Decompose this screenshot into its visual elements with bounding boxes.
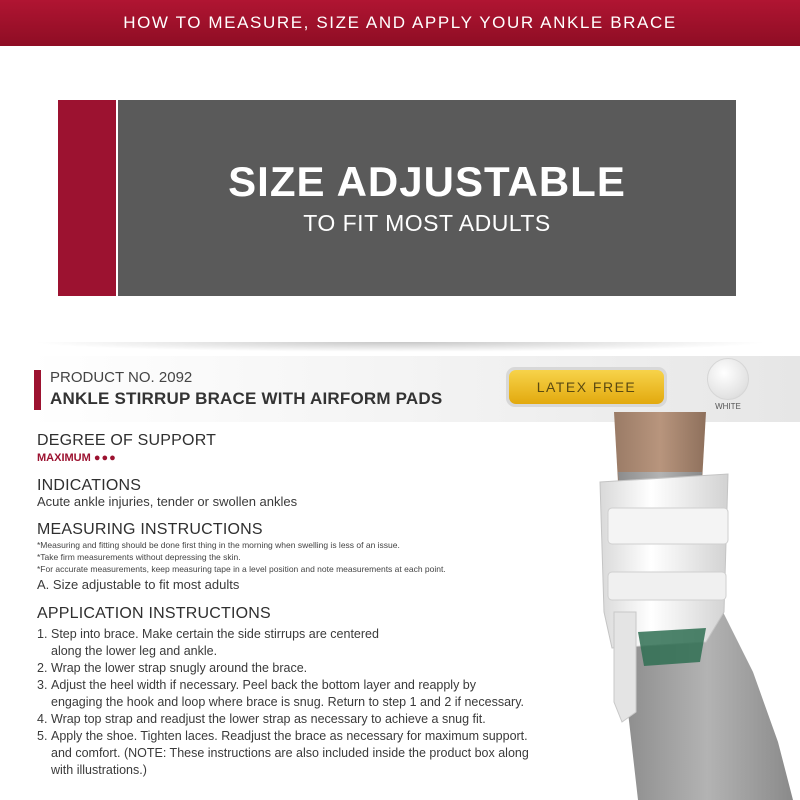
- support-dots: ●●●: [93, 452, 117, 464]
- support-level-text: MAXIMUM: [37, 452, 91, 464]
- color-label: WHITE: [715, 402, 741, 411]
- step-item: [37, 728, 597, 779]
- brace-lower-strap: [608, 572, 726, 600]
- hero-accent-bar: [58, 100, 116, 296]
- hero-panel: [118, 100, 736, 296]
- top-banner: [0, 0, 800, 46]
- step-item: [37, 711, 597, 728]
- color-swatch-white: [707, 358, 749, 400]
- measuring-note-2: *Take firm measurements without depressing the skin.: [37, 552, 241, 562]
- brace-top-strap: [608, 508, 728, 544]
- step-number: 2.: [37, 661, 48, 675]
- step-line: along the lower leg and ankle.: [51, 644, 218, 658]
- measuring-title: MEASURING INSTRUCTIONS: [37, 521, 263, 538]
- step-item: [37, 626, 597, 660]
- hero-title: SIZE ADJUSTABLE: [228, 158, 626, 206]
- indications-text: Acute ankle injuries, tender or swollen ankles: [37, 494, 298, 509]
- product-number: PRODUCT NO. 2092: [50, 369, 193, 386]
- step-line: Wrap top strap and readjust the lower strap as necessary to achieve a snug fit.: [51, 712, 486, 726]
- step-number: 5.: [37, 729, 48, 743]
- step-line: Wrap the lower strap snugly around the brace.: [51, 661, 308, 675]
- latex-free-label: LATEX FREE: [509, 370, 664, 404]
- step-line: Adjust the heel width if necessary. Peel back the bottom layer and reapply by: [51, 678, 477, 692]
- product-name: ANKLE STIRRUP BRACE WITH AIRFORM PADS: [50, 389, 443, 408]
- banner-title: HOW TO MEASURE, SIZE AND APPLY YOUR ANKLE BRACE: [123, 13, 677, 32]
- brace-shell-lower: [614, 612, 636, 722]
- latex-free-badge: [506, 367, 667, 407]
- ankle-brace-photo: [578, 412, 800, 800]
- step-line: Apply the shoe. Tighten laces. Readjust the brace as necessary for maximum support.: [51, 729, 528, 743]
- hero-subtitle: TO FIT MOST ADULTS: [303, 209, 551, 236]
- measuring-size-note: A. Size adjustable to fit most adults: [37, 577, 240, 592]
- support-level: [37, 452, 117, 464]
- step-line: with illustrations.): [51, 763, 147, 777]
- leg-skin: [614, 412, 706, 482]
- section-divider: [30, 342, 770, 352]
- application-title: APPLICATION INSTRUCTIONS: [37, 605, 271, 622]
- step-number: 1.: [37, 627, 48, 641]
- step-number: 4.: [37, 712, 48, 726]
- step-line: engaging the hook and loop where brace is snug. Return to step 1 and 2 if necessary.: [51, 695, 524, 709]
- step-line: Step into brace. Make certain the side stirrups are centered: [51, 627, 379, 641]
- support-title: DEGREE OF SUPPORT: [37, 432, 217, 449]
- step-number: 3.: [37, 678, 48, 692]
- step-item: [37, 660, 597, 677]
- measuring-note-3: *For accurate measurements, keep measuring tape in a level position and note measurements at each point.: [37, 564, 446, 574]
- step-line: and comfort. (NOTE: These instructions are also included inside the product box along: [51, 746, 529, 760]
- application-steps: [37, 626, 597, 779]
- product-accent-bar: [34, 370, 41, 410]
- measuring-note-1: *Measuring and fitting should be done first thing in the morning when swelling is less of an issue.: [37, 540, 400, 550]
- brace-green-pad: [638, 628, 706, 666]
- indications-title: INDICATIONS: [37, 477, 142, 494]
- step-item: [37, 677, 597, 711]
